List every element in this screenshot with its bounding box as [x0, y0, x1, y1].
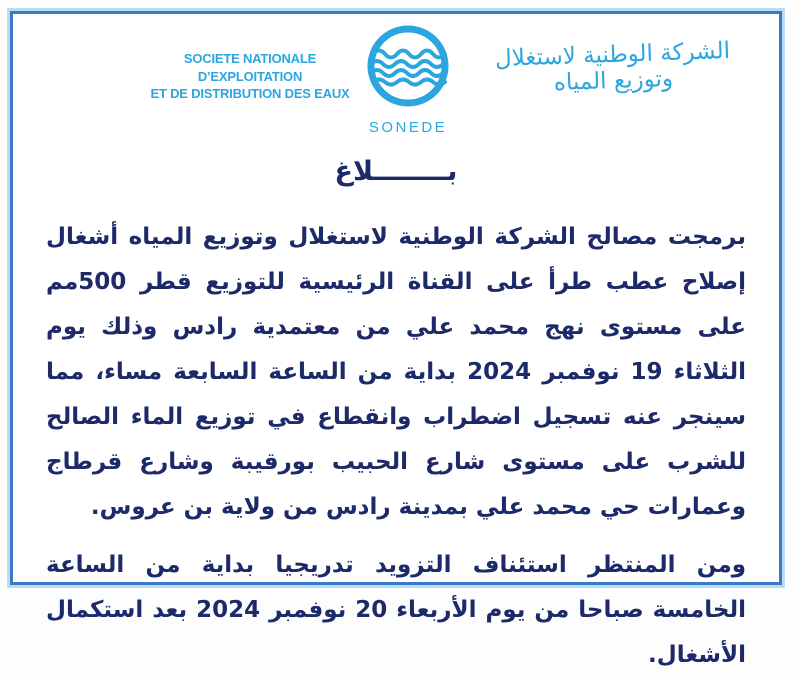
header	[13, 14, 779, 134]
notice-paragraph-1: برمجت مصالح الشركة الوطنية لاستغلال وتوزيع المياه أشغال إصلاح عطب طرأ على القناة الرئيسية للتوزيع قطر 500مم على مستوى نهج محمد علي من معتمدية رادس وذلك يوم الثلاثاء 19 نوفمبر 2024 بداية من الساعة السابعة مساء، مما سينجر عنه تسجيل اضطراب وانقطاع في توزيع الماء الصالح للشرب على مستوى شارع الحبيب بورقيبة وشارع قرطاج وعمارات حي محمد علي بمدينة رادس من ولاية بن عروس.	[46, 224, 746, 520]
notice-paragraph-2: ومن المنتظر استئناف التزويد تدريجيا بداية من الساعة الخامسة صباحا من يوم الأربعاء 20 نوفمبر 2024 بعد استكمال الأشغال.	[46, 552, 746, 668]
org-name-french	[141, 50, 359, 103]
sonede-logo	[357, 22, 459, 136]
org-name-french-line2: ET DE DISTRIBUTION DES EAUX	[150, 86, 350, 101]
logo-wordmark: SONEDE	[368, 119, 448, 136]
org-name-arabic: الشركة الوطنية لاستغلال وتوزيع المياه	[494, 37, 731, 97]
water-waves-icon	[362, 99, 454, 118]
notice-body	[13, 215, 779, 678]
notice-title: بــــــــلاغ	[334, 156, 458, 187]
org-name-french-line1: SOCIETE NATIONALE D’EXPLOITATION	[183, 51, 317, 84]
notice-frame	[10, 11, 782, 668]
